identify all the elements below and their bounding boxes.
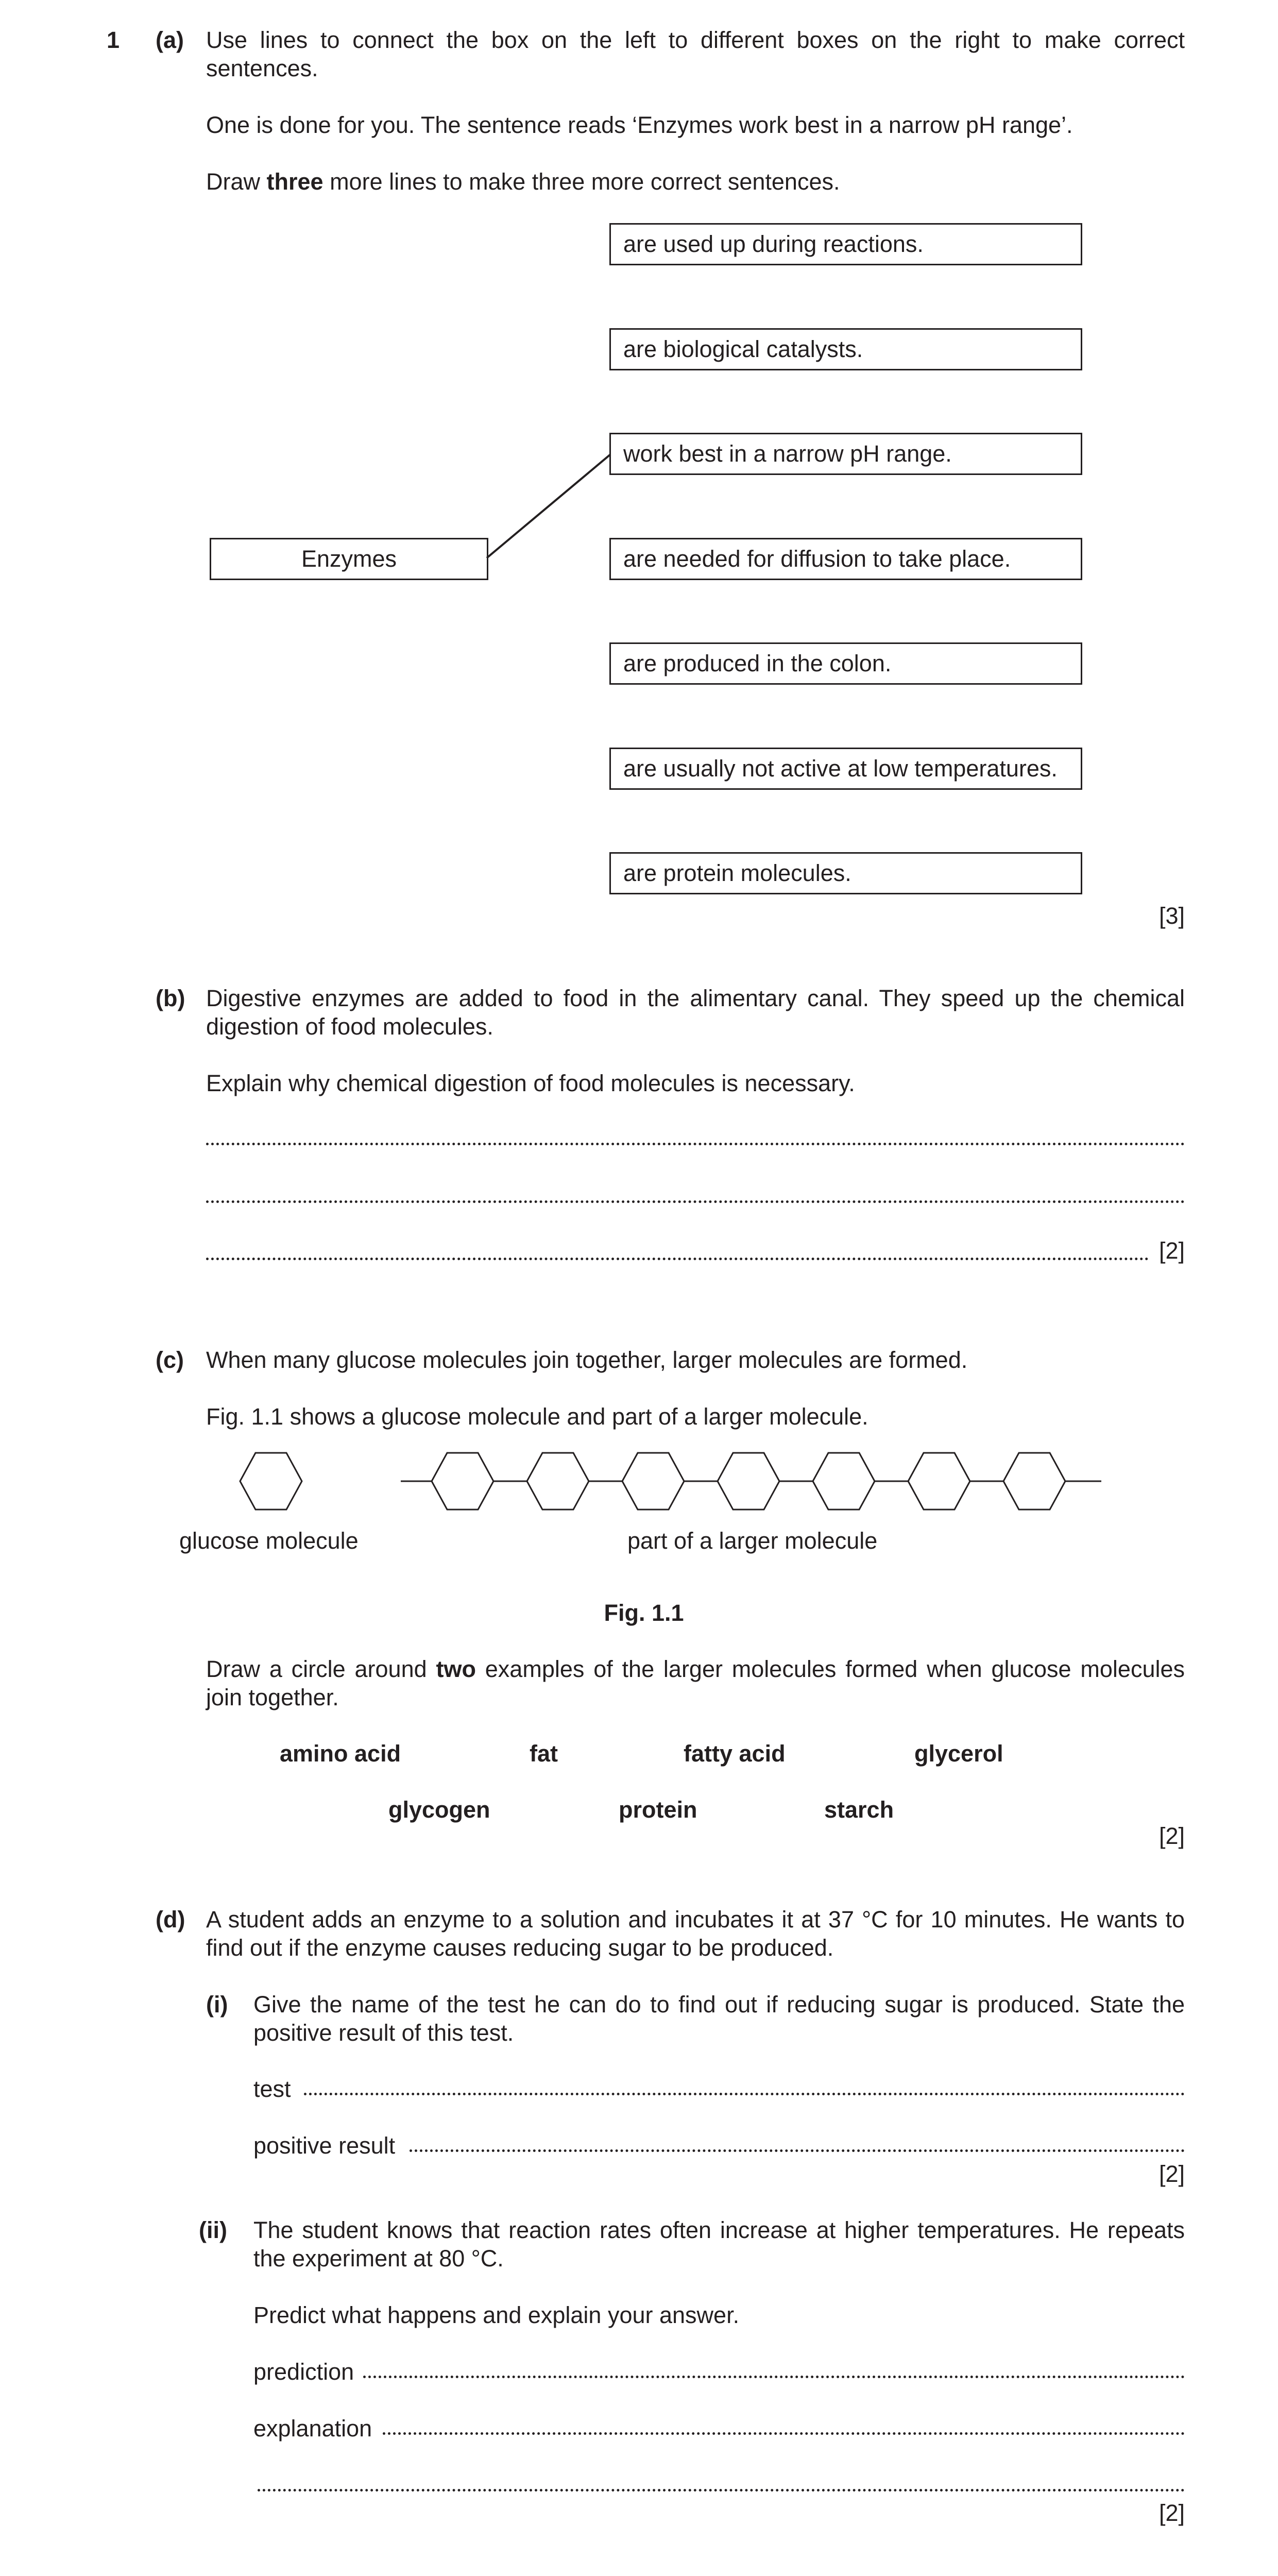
option-box-2[interactable]: are biological catalysts. xyxy=(609,328,1082,370)
part-d-ii-text-2: Predict what happens and explain your answer. xyxy=(253,2302,740,2328)
part-c-text-1: When many glucose molecules join together, larger molecules are formed. xyxy=(206,1347,968,1373)
option-protein[interactable]: protein xyxy=(619,1797,697,1823)
part-b-label: (b) xyxy=(156,985,185,1011)
part-a-marks: [3] xyxy=(1158,903,1185,929)
part-d-ii-label: (ii) xyxy=(199,2217,227,2243)
part-d-ii-text: The student knows that reaction rates often increase at higher temperatures. He repeats the experiment at 80 °C. xyxy=(253,2217,1185,2272)
option-fatty-acid[interactable]: fatty acid xyxy=(684,1740,786,1767)
part-d-i-label: (i) xyxy=(206,1991,228,2018)
option-box-5[interactable]: are produced in the colon. xyxy=(609,642,1082,685)
part-a-instruction-2: One is done for you. The sentence reads ‘Enzymes work best in a narrow pH range’. xyxy=(206,112,1073,138)
part-a-instruction-1: Use lines to connect the box on the left to different boxes on the right to make correct sentences. xyxy=(206,27,1185,81)
prediction-label: prediction xyxy=(253,2359,354,2385)
part-d-ii-marks: [2] xyxy=(1158,2500,1185,2526)
part-b-answer-line-1[interactable] xyxy=(206,1143,1185,1145)
option-box-7[interactable]: are protein molecules. xyxy=(609,852,1082,894)
glucose-molecule-label: glucose molecule xyxy=(179,1528,359,1554)
part-b-marks: [2] xyxy=(1158,1238,1185,1264)
option-starch[interactable]: starch xyxy=(824,1797,894,1823)
question-number: 1 xyxy=(107,27,120,53)
figure-caption: Fig. 1.1 xyxy=(604,1600,684,1626)
positive-result-label: positive result xyxy=(253,2132,396,2159)
part-d-i-text: Give the name of the test he can do to find out if reducing sugar is produced. State the positive result of this test. xyxy=(253,1991,1185,2046)
option-box-6[interactable]: are usually not active at low temperatures. xyxy=(609,748,1082,790)
part-b-text-2: Explain why chemical digestion of food molecules is necessary. xyxy=(206,1070,855,1096)
larger-molecule-label: part of a larger molecule xyxy=(627,1528,878,1554)
part-c-label: (c) xyxy=(156,1347,184,1373)
part-b-answer-line-2[interactable] xyxy=(206,1200,1185,1203)
enzymes-box: Enzymes xyxy=(210,538,488,580)
part-b-text-1: Digestive enzymes are added to food in the alimentary canal. They speed up the chemical digestion of food molecules. xyxy=(206,985,1185,1040)
option-box-1[interactable]: are used up during reactions. xyxy=(609,223,1082,265)
part-d-label: (d) xyxy=(156,1906,185,1933)
larger-molecule-chain xyxy=(401,1453,1101,1510)
option-glycerol[interactable]: glycerol xyxy=(914,1740,1003,1767)
figure-1-1 xyxy=(0,1443,1278,1525)
positive-result-answer-line[interactable] xyxy=(410,2149,1185,2152)
part-a-label: (a) xyxy=(156,27,184,53)
glucose-molecule-hexagon xyxy=(240,1453,302,1510)
part-b-answer-line-3[interactable] xyxy=(206,1258,1149,1260)
part-d-text-1: A student adds an enzyme to a solution and incubates it at 37 °C for 10 minutes. He wants to find out if the enzyme causes reducing sugar to be produced. xyxy=(206,1906,1185,1961)
test-answer-line[interactable] xyxy=(304,2093,1185,2095)
option-glycogen[interactable]: glycogen xyxy=(388,1797,490,1823)
part-c-marks: [2] xyxy=(1158,1823,1185,1849)
option-box-4[interactable]: are needed for diffusion to take place. xyxy=(609,538,1082,580)
option-fat[interactable]: fat xyxy=(530,1740,558,1767)
option-amino-acid[interactable]: amino acid xyxy=(280,1740,401,1767)
part-d-i-marks: [2] xyxy=(1158,2161,1185,2187)
part-c-text-2: Fig. 1.1 shows a glucose molecule and part of a larger molecule. xyxy=(206,1403,868,1430)
option-box-3[interactable]: work best in a narrow pH range. xyxy=(609,433,1082,475)
explanation-answer-line-1[interactable] xyxy=(383,2432,1185,2435)
part-c-text-3: Draw a circle around two examples of the larger molecules formed when glucose molecules join together. xyxy=(206,1656,1185,1710)
prediction-answer-line[interactable] xyxy=(363,2376,1185,2378)
explanation-label: explanation xyxy=(253,2415,372,2442)
explanation-answer-line-2[interactable] xyxy=(258,2489,1185,2492)
example-connection-line xyxy=(0,0,1278,927)
test-label: test xyxy=(253,2076,291,2102)
part-a-instruction-3: Draw three more lines to make three more correct sentences. xyxy=(206,168,840,195)
